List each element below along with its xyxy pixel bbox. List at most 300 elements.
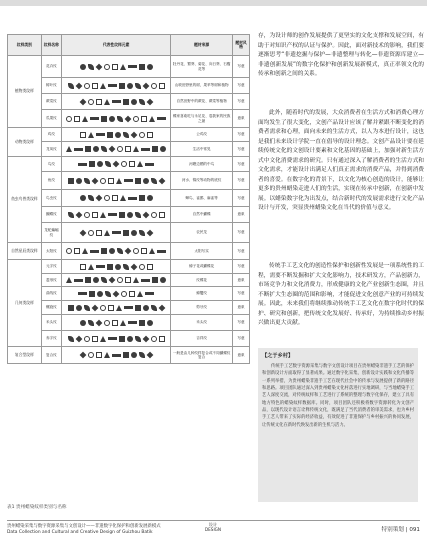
category-cell: 植物类纹样 bbox=[8, 56, 42, 128]
pattern-images-cell bbox=[62, 142, 171, 157]
batik-motif-icon bbox=[146, 352, 153, 359]
source-cell: 禾头纹 bbox=[171, 315, 233, 331]
batik-motif-icon bbox=[151, 336, 157, 342]
style-cell: 写意 bbox=[233, 331, 250, 347]
batik-motif-icon bbox=[129, 291, 135, 297]
batik-motif-icon bbox=[135, 83, 141, 89]
batik-motif-icon bbox=[147, 195, 153, 201]
batik-motif-icon bbox=[139, 352, 145, 358]
batik-motif-icon bbox=[96, 352, 102, 358]
batik-motif-icon bbox=[113, 290, 120, 297]
batik-motif-icon bbox=[145, 292, 154, 295]
batik-motif-icon bbox=[108, 213, 117, 216]
batik-motif-icon bbox=[101, 277, 107, 283]
batik-motif-icon bbox=[121, 161, 127, 167]
table-row bbox=[8, 315, 250, 331]
batik-motif-icon bbox=[88, 230, 94, 236]
footer-magazine-en: DESIGN bbox=[204, 527, 222, 533]
table-caption: 表1 贵州蜡染纹样类别与名称 bbox=[7, 505, 67, 510]
header-source: 题材来源 bbox=[171, 35, 233, 56]
pattern-images-cell bbox=[62, 347, 171, 364]
batik-motif-icon bbox=[68, 305, 74, 311]
category-cell: 复合型纹样 bbox=[8, 347, 42, 364]
batik-motif-icon bbox=[141, 116, 147, 122]
pattern-name-cell: 鸟纹 bbox=[41, 157, 61, 172]
pattern-images-cell bbox=[62, 260, 171, 274]
batik-motif-icon bbox=[76, 305, 82, 311]
batik-motif-icon bbox=[157, 117, 166, 120]
source-cell: 一般是由几种纹样复合或不同蝴蝶纹复合 bbox=[171, 347, 233, 364]
batik-motif-icon bbox=[133, 248, 139, 254]
batik-motif-icon bbox=[152, 277, 158, 283]
body-paragraph-1: 存，为设计师的创作发展提供了更坚实的文化支撑和发展空间，有助于对知识产权的认证与保护。因此，面对新技术的影响，我们要逐渐思考“非遗挖掘与保护—非遗整理与转化—非遗资源库建立—非遗创新发展”的数字化保护和创新发展新模式，真正率领文化的传承和创新之间的关系。 bbox=[258, 33, 424, 78]
batik-motif-icon bbox=[88, 264, 94, 270]
batik-motif-icon bbox=[133, 116, 139, 122]
pattern-images-cell bbox=[62, 207, 171, 223]
batik-motif-icon bbox=[135, 212, 141, 218]
pattern-name-cell: 复合纹 bbox=[41, 347, 61, 364]
batik-motif-icon bbox=[131, 99, 137, 105]
source-cell: 山坡田野里的树，果苹等树和植物 bbox=[171, 78, 233, 94]
pattern-images-cell bbox=[62, 274, 171, 287]
batik-motif-icon bbox=[79, 229, 86, 236]
batik-motif-icon bbox=[133, 277, 139, 283]
pattern-images-cell bbox=[62, 110, 171, 128]
source-cell: 蝶家喜欢吃与永足花、卷我家的民族之最 bbox=[171, 110, 233, 128]
pattern-name-cell: 寿字纹 bbox=[41, 331, 61, 347]
batik-motif-icon bbox=[74, 148, 83, 151]
batik-motif-icon bbox=[84, 212, 90, 218]
pattern-name-cell: 鸡纹 bbox=[41, 128, 61, 142]
batik-motif-icon bbox=[119, 336, 125, 342]
table-row bbox=[8, 287, 250, 301]
batik-motif-icon bbox=[159, 83, 165, 89]
batik-motif-icon bbox=[141, 248, 147, 254]
batik-motif-icon bbox=[160, 277, 166, 283]
batik-motif-icon bbox=[107, 132, 113, 138]
style-cell: 意象 bbox=[233, 301, 250, 315]
batik-motif-icon bbox=[142, 82, 149, 89]
batik-motif-icon bbox=[160, 146, 166, 152]
source-cell: 螃子花或蝴蝶花 bbox=[171, 260, 233, 274]
batik-motif-icon bbox=[78, 292, 87, 295]
pattern-name-cell: 花卉纹 bbox=[41, 56, 61, 78]
batik-motif-icon bbox=[116, 305, 122, 311]
batik-motif-icon bbox=[112, 100, 121, 103]
batik-motif-icon bbox=[139, 320, 145, 326]
style-cell: 写意 bbox=[233, 190, 250, 207]
batik-motif-icon bbox=[131, 230, 137, 236]
pattern-images-cell bbox=[62, 157, 171, 172]
batik-motif-icon bbox=[116, 178, 122, 184]
batik-motif-icon bbox=[119, 83, 125, 89]
style-cell: 写意 bbox=[233, 287, 250, 301]
footer-title-cn: 贵州蜡染采集与数字资源采集与文创设计——非遗数字化保护和创新发展新模式 bbox=[7, 524, 161, 529]
batik-motif-icon bbox=[112, 231, 121, 234]
table-header-row bbox=[8, 35, 250, 56]
batik-motif-icon bbox=[105, 291, 111, 297]
batik-motif-icon bbox=[88, 64, 94, 70]
style-cell: 写意 bbox=[233, 56, 250, 78]
batik-motif-icon bbox=[112, 354, 121, 357]
batik-motif-icon bbox=[100, 212, 106, 218]
batik-motif-icon bbox=[108, 305, 114, 311]
batik-motif-icon bbox=[158, 177, 165, 184]
batik-motif-icon bbox=[125, 115, 132, 122]
table-row bbox=[8, 301, 250, 315]
batik-motif-icon bbox=[151, 178, 157, 184]
table-row bbox=[8, 78, 250, 94]
batik-motif-icon bbox=[151, 212, 157, 218]
table-row bbox=[8, 94, 250, 110]
batik-motif-icon bbox=[104, 64, 110, 70]
batik-motif-icon bbox=[125, 248, 132, 255]
source-cell: 吉祥纹 bbox=[171, 331, 233, 347]
pattern-name-cell: 树叶纹 bbox=[41, 78, 61, 94]
batik-motif-icon bbox=[100, 178, 106, 184]
source-cell: 自然中蝴蝶 bbox=[171, 207, 233, 223]
table-row bbox=[8, 190, 250, 207]
source-cell: 蝉鸟、雀鹊、麻雀等 bbox=[171, 190, 233, 207]
batik-motif-icon bbox=[68, 83, 74, 89]
batik-motif-icon bbox=[128, 321, 137, 324]
style-cell: 意象 bbox=[233, 274, 250, 287]
style-cell: 写意 bbox=[233, 223, 250, 243]
batik-motif-icon bbox=[97, 161, 103, 167]
batik-motif-icon bbox=[74, 248, 80, 254]
batik-motif-icon bbox=[159, 336, 165, 342]
batik-motif-icon bbox=[82, 116, 88, 122]
table-row bbox=[8, 223, 250, 243]
pattern-name-cell: 螺旋纹 bbox=[41, 301, 61, 315]
batik-motif-icon bbox=[157, 250, 166, 253]
pattern-name-cell: 龙蛇蝙蝠纹 bbox=[41, 223, 61, 243]
batik-motif-icon bbox=[120, 320, 126, 326]
pattern-name-cell: 元字纹 bbox=[41, 260, 61, 274]
batik-motif-icon bbox=[135, 305, 141, 311]
batik-motif-icon bbox=[139, 64, 145, 70]
batik-motif-icon bbox=[75, 82, 82, 89]
table-row bbox=[8, 260, 250, 274]
batik-motif-icon bbox=[75, 335, 82, 342]
batik-motif-icon bbox=[68, 336, 74, 342]
pattern-name-cell: 龙凤纹 bbox=[41, 142, 61, 157]
table-row bbox=[8, 157, 250, 172]
batik-motif-icon bbox=[117, 277, 123, 283]
batik-motif-icon bbox=[142, 335, 149, 342]
batik-motif-icon bbox=[137, 291, 143, 297]
pattern-name-cell: 曲线纹 bbox=[41, 287, 61, 301]
batik-motif-icon bbox=[130, 263, 137, 270]
table-row bbox=[8, 172, 250, 190]
category-cell: 鱼虫鸟兽类纹样 bbox=[8, 157, 42, 243]
table-row bbox=[8, 142, 250, 157]
batik-motif-icon bbox=[95, 319, 102, 326]
batik-motif-icon bbox=[109, 116, 115, 122]
batik-motif-icon bbox=[91, 304, 98, 311]
table-row bbox=[8, 243, 250, 260]
batik-motif-icon bbox=[123, 352, 129, 358]
batik-motif-icon bbox=[112, 64, 118, 70]
batik-motif-icon bbox=[115, 264, 121, 270]
pattern-images-cell bbox=[62, 94, 171, 110]
style-cell: 写意 bbox=[233, 78, 250, 94]
batik-motif-icon bbox=[125, 277, 131, 283]
batik-motif-icon bbox=[146, 98, 153, 105]
batik-motif-icon bbox=[115, 132, 121, 138]
top-bar bbox=[0, 0, 427, 6]
batik-motif-icon bbox=[135, 336, 141, 342]
batik-motif-icon bbox=[104, 320, 110, 326]
batik-motif-icon bbox=[74, 116, 80, 122]
batik-motif-icon bbox=[117, 116, 123, 122]
source-cell: 河塘边栖的中鸟 bbox=[171, 157, 233, 172]
batik-motif-icon bbox=[79, 98, 86, 105]
batik-motif-icon bbox=[108, 178, 114, 184]
style-cell: 意象 bbox=[233, 207, 250, 223]
footer-magazine-cn: 设计 bbox=[208, 522, 218, 527]
style-cell: 写意 bbox=[233, 157, 250, 172]
batik-motif-icon bbox=[149, 116, 155, 122]
table-row bbox=[8, 128, 250, 142]
batik-motif-icon bbox=[68, 212, 74, 218]
body-paragraph-2: 此外，随着时代的发展，大众消费者在生活方式和消费心理方面均发生了很大变化，文创产品设计应该了解并紧跟不断变化的消费者需求和心理，面向未来的生活方式，以人为本进行设计，这也是我们未来设计学院一直在倡导的设计理念。文创产品设计要在延续传统文化的文创设计要素和文化基因的基础上，加强对新生活方式中文化消费需求的研究。只有通过深入了解消费者的生活方式和文化需求，才能设计出满足人们真正需求的消费产品，并得到消费者的喜爱。在数字化的背景下，以文化为核心创造的设计，能够让更多的贵州蜡染走进人们的生活，实现在传承中创新，在创新中发展。以蜡染数字化为出发点，结合新时代的发展需求进行文化产品设计与开发，突显贵州蜡染文化在当代的价值与意义。 bbox=[258, 110, 424, 212]
batik-motif-icon bbox=[84, 305, 90, 311]
style-cell: 写意 bbox=[233, 315, 250, 331]
batik-motif-icon bbox=[147, 320, 153, 326]
batik-motif-icon bbox=[93, 146, 99, 152]
table-row bbox=[8, 274, 250, 287]
pattern-images-cell bbox=[62, 128, 171, 142]
pattern-name-cell: 鸟虫纹 bbox=[41, 190, 61, 207]
batik-motif-icon bbox=[79, 352, 86, 359]
batik-motif-icon bbox=[139, 132, 145, 138]
batik-motif-icon bbox=[123, 230, 129, 236]
batik-motif-icon bbox=[90, 117, 99, 120]
batik-motif-icon bbox=[88, 320, 94, 326]
category-cell: 动物类纹样 bbox=[8, 128, 42, 157]
batik-motif-icon bbox=[88, 99, 94, 105]
pattern-images-cell bbox=[62, 331, 171, 347]
pattern-images-cell bbox=[62, 301, 171, 315]
batik-motif-icon bbox=[117, 248, 123, 254]
batik-motif-icon bbox=[68, 178, 74, 184]
source-cell: 牡丹花、蜀葵、菊花、向日葵、石榴花等 bbox=[171, 56, 233, 78]
batik-motif-icon bbox=[127, 212, 133, 218]
source-cell: 公鸡纹 bbox=[171, 128, 233, 142]
batik-motif-icon bbox=[95, 195, 102, 202]
batik-motif-icon bbox=[109, 146, 116, 153]
pattern-name-cell: 禾头纹 bbox=[41, 315, 61, 331]
batik-motif-icon bbox=[101, 116, 107, 122]
batik-motif-icon bbox=[117, 146, 123, 152]
source-cell: 自然田野中的蕨花、蕨菜等植物 bbox=[171, 94, 233, 110]
batik-motif-icon bbox=[80, 132, 86, 138]
header-pattern-name: 纹样名称 bbox=[41, 35, 61, 56]
batik-motif-icon bbox=[92, 83, 98, 89]
pattern-name-cell: 蕨菜纹 bbox=[41, 94, 61, 110]
pattern-images-cell bbox=[62, 287, 171, 301]
batik-motif-icon bbox=[75, 211, 82, 218]
table-row bbox=[8, 56, 250, 78]
batik-motif-icon bbox=[78, 163, 87, 166]
pattern-images-cell bbox=[62, 56, 171, 78]
batik-motif-icon bbox=[100, 336, 106, 342]
header-pattern-elements: 代表性纹样元素 bbox=[62, 35, 171, 56]
style-cell: 意象 bbox=[233, 347, 250, 364]
batik-motif-icon bbox=[158, 304, 165, 311]
batik-motif-icon bbox=[129, 161, 135, 167]
source-cell: 太阳写实 bbox=[171, 243, 233, 260]
pattern-images-cell bbox=[62, 223, 171, 243]
batik-motif-icon bbox=[109, 277, 116, 284]
batik-motif-icon bbox=[135, 178, 141, 184]
batik-motif-icon bbox=[76, 178, 82, 184]
batik-motif-icon bbox=[66, 248, 72, 254]
batik-motif-icon bbox=[88, 195, 94, 201]
footer-magazine bbox=[200, 522, 226, 533]
table-row bbox=[8, 110, 250, 128]
batik-motif-icon bbox=[123, 99, 129, 105]
batik-motif-icon bbox=[127, 336, 133, 342]
batik-motif-icon bbox=[104, 230, 110, 236]
batik-motif-icon bbox=[119, 212, 125, 218]
batik-motif-icon bbox=[152, 146, 158, 152]
batik-motif-icon bbox=[80, 64, 86, 70]
source-cell: 河水、锦纹等动物的底纹 bbox=[171, 172, 233, 190]
sidebar-title: 【之于乡村】 bbox=[262, 353, 294, 359]
footer-title bbox=[7, 524, 207, 536]
pattern-name-cell: 菱形纹 bbox=[41, 274, 61, 287]
batik-motif-icon bbox=[66, 116, 72, 122]
batik-motif-icon bbox=[92, 212, 98, 218]
batik-motif-icon bbox=[141, 279, 150, 282]
pattern-images-cell bbox=[62, 172, 171, 190]
batik-motif-icon bbox=[142, 211, 149, 218]
batik-motif-icon bbox=[101, 146, 107, 152]
style-cell: 意象 bbox=[233, 110, 250, 128]
source-cell: 剪牙纹 bbox=[171, 301, 233, 315]
source-cell: 纹蝶花 bbox=[171, 274, 233, 287]
batik-motif-icon bbox=[80, 195, 86, 201]
batik-motif-icon bbox=[146, 229, 153, 236]
batik-motif-icon bbox=[105, 161, 111, 167]
style-cell: 写意 bbox=[233, 128, 250, 142]
pattern-images-cell bbox=[62, 315, 171, 331]
header-style: 题材风格 bbox=[233, 35, 250, 56]
batik-motif-icon bbox=[89, 291, 95, 297]
batik-motif-icon bbox=[96, 133, 105, 136]
batik-motif-icon bbox=[108, 84, 117, 87]
category-cell: 几何类纹样 bbox=[8, 260, 42, 347]
batik-motif-icon bbox=[107, 264, 113, 270]
pattern-name-cell: 瓜果纹 bbox=[41, 110, 61, 128]
batik-motif-icon bbox=[97, 291, 103, 297]
table-row bbox=[8, 331, 250, 347]
batik-motif-icon bbox=[128, 197, 137, 200]
batik-motif-icon bbox=[100, 305, 106, 311]
source-cell: 生活中常见 bbox=[171, 142, 233, 157]
batik-motif-icon bbox=[143, 305, 149, 311]
batik-motif-icon bbox=[159, 212, 165, 218]
page-number: 特别策划 | 091 bbox=[381, 527, 420, 533]
sidebar-text: 传统手工艺数字资源采集与数字文创设计项目在贵州蜡染非遗手工艺的保护和创新设计方面取得了显著成果。通过数字化采集、创新设计实践和文化传播等一系列举措，为贵州蜡染非遗手工艺在现代社会中的传承与发展提供了新的路径和思路。项目团队通过深入到贵州蜡染文化村落进行实地调研，与当地蜡染手工艺人深度交流，对传统纹样和工艺进行了系统的整理与数字化保存，建立了具有地方特色的蜡染纹样数据库。同时，项目团队还积极将数字资源转化为文创产品，以现代设计语言诠释传统文化，既满足了当代消费者的审美需求，也为乡村手工艺人带来了实际的经济收益，有效促进了非遗保护与乡村振兴的协同发展，让传统文化在新时代焕发出新的生机与活力。 bbox=[262, 364, 414, 428]
batik-motif-icon bbox=[82, 248, 88, 254]
batik-motif-icon bbox=[104, 195, 110, 201]
batik-motif-icon bbox=[96, 265, 105, 268]
footer-rule bbox=[7, 520, 420, 521]
batik-motif-icon bbox=[74, 279, 83, 282]
batik-motif-icon bbox=[101, 248, 107, 254]
batik-motif-icon bbox=[125, 146, 131, 152]
batik-motif-icon bbox=[147, 64, 153, 70]
batik-motif-icon bbox=[88, 132, 94, 138]
style-cell: 写意 bbox=[233, 243, 250, 260]
batik-motif-icon bbox=[112, 320, 118, 326]
pattern-name-cell: 蝴蝶纹 bbox=[41, 207, 61, 223]
batik-motif-icon bbox=[120, 64, 126, 70]
body-paragraph-3: 传统手工艺文化的创造性保护和创新性发展是一项系统性的工程，需要不断发掘和扩大文化影响力，技术研发方，产品创新力，市场竞争力和文化消费力，形成健康的文化产业创新生态圈，并且不断扩大生态圈的范围和影响，才能促进文化创意产业的可持续发展。因此，未来我们将继续推动传统手工艺文化在数字化时代的保护、研究和创新，把传统文化发展好、传承好，为持续推动乡村振兴做出更大贡献。 bbox=[258, 263, 424, 327]
batik-motif-icon bbox=[92, 336, 98, 342]
batik-motif-icon bbox=[145, 163, 154, 166]
batik-motif-icon bbox=[128, 65, 137, 68]
batik-motif-icon bbox=[139, 99, 145, 105]
batik-motif-icon bbox=[113, 161, 120, 168]
batik-motif-icon bbox=[112, 195, 118, 201]
batik-motif-icon bbox=[147, 264, 153, 270]
batik-motif-icon bbox=[85, 146, 91, 152]
batik-motif-icon bbox=[137, 161, 143, 167]
batik-motif-icon bbox=[104, 99, 110, 105]
header-category: 纹样类别 bbox=[8, 35, 42, 56]
batik-motif-icon bbox=[91, 177, 98, 184]
pattern-images-cell bbox=[62, 243, 171, 260]
batik-motif-icon bbox=[84, 83, 90, 89]
batik-motif-icon bbox=[123, 264, 129, 270]
source-cell: 螃蟹纹 bbox=[171, 287, 233, 301]
batik-motif-icon bbox=[141, 148, 150, 151]
style-cell: 写意 bbox=[233, 260, 250, 274]
batik-motif-icon bbox=[124, 306, 133, 309]
style-cell: 写意 bbox=[233, 94, 250, 110]
pattern-images-cell bbox=[62, 190, 171, 207]
batik-motif-icon bbox=[84, 178, 90, 184]
batik-motif-icon bbox=[130, 131, 137, 138]
batik-motif-icon bbox=[89, 161, 95, 167]
batik-motif-icon bbox=[143, 178, 149, 184]
batik-motif-icon bbox=[120, 195, 126, 201]
batik-motif-icon bbox=[149, 248, 155, 254]
batik-motif-icon bbox=[96, 230, 102, 236]
table-row bbox=[8, 347, 250, 364]
batik-motif-icon bbox=[108, 337, 117, 340]
batik-motif-icon bbox=[100, 83, 106, 89]
pattern-table bbox=[7, 34, 250, 364]
batik-motif-icon bbox=[121, 291, 127, 297]
footer-title-en: Data Collection and Cultural and Creative Design of Guizhou Batik bbox=[7, 530, 153, 536]
batik-motif-icon bbox=[139, 195, 145, 201]
pattern-images-cell bbox=[62, 78, 171, 94]
batik-motif-icon bbox=[151, 83, 157, 89]
batik-motif-icon bbox=[96, 99, 102, 105]
style-cell: 写意 bbox=[233, 172, 250, 190]
batik-motif-icon bbox=[88, 352, 94, 358]
batik-motif-icon bbox=[127, 83, 133, 89]
batik-motif-icon bbox=[95, 63, 102, 70]
style-cell: 写意 bbox=[233, 142, 250, 157]
batik-motif-icon bbox=[85, 277, 91, 283]
batik-motif-icon bbox=[80, 320, 86, 326]
